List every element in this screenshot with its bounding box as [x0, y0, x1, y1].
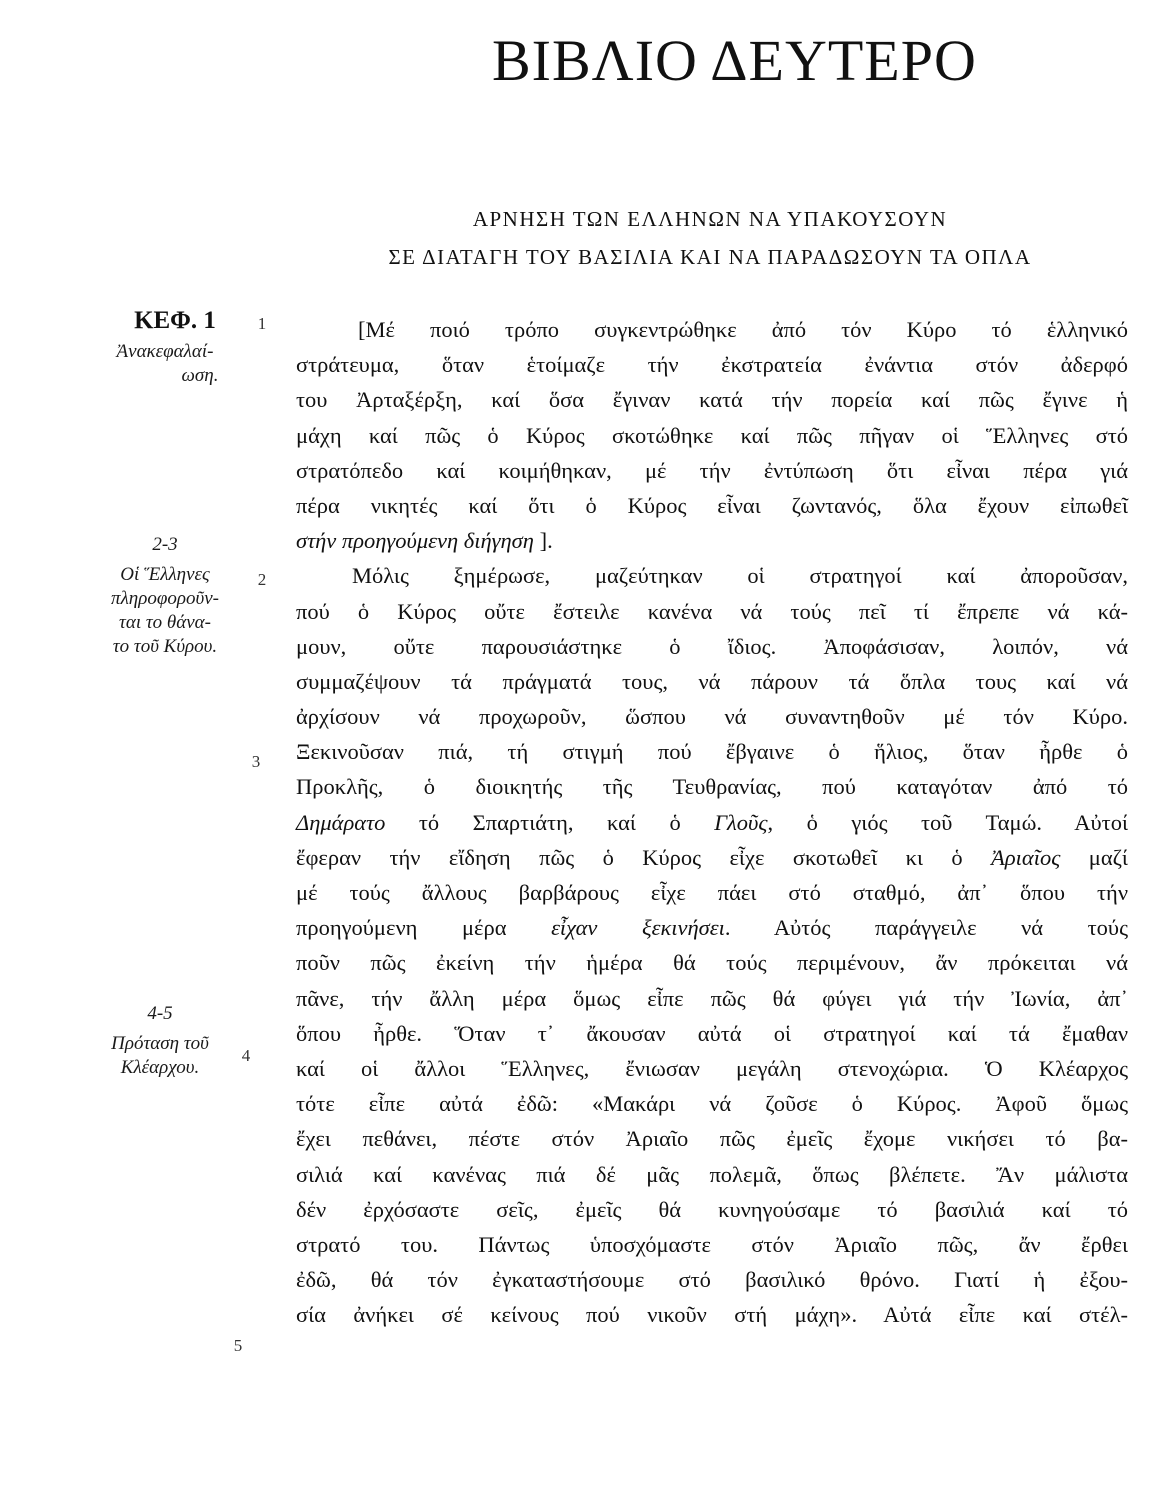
- sidenote-4-5-line-1: Πρόταση τοῦ: [111, 1033, 209, 1054]
- sidenote-2-3-range: 2-3: [152, 534, 178, 555]
- body-line: μάχη καί πῶς ὁ Κύρος σκοτώθηκε καί πῶς πῆγαν οἱ Ἕλληνες στό: [296, 422, 1128, 448]
- paragraph-number-3: 3: [251, 752, 261, 771]
- body-line: Ξεκινοῦσαν πιά, τή στιγμή πού ἔβγαινε ὁ ἥλιος, ὅταν ἦρθε ὁ: [296, 739, 1128, 765]
- sidenote-4-5-range: 4-5: [147, 1003, 173, 1024]
- body-line: [296, 840, 1128, 875]
- sidenote-2-3-line-4: το τοῦ Κύρου.: [112, 636, 218, 657]
- body-line: Προκλῆς, ὁ διοικητής τῆς Τευθρανίας, πού καταγόταν ἀπό τό: [296, 774, 1128, 800]
- book-title: ΒΙΒΛΙΟ ΔΕΥΤΕΡΟ: [492, 28, 977, 93]
- body-line: σία ἀνήκει σέ κείνους πού νικοῦν στή μάχη». Αὐτά εἶπε καί στέλ-: [296, 1302, 1128, 1328]
- body-line: καί οἱ ἄλλοι Ἕλληνες, ἔνιωσαν μεγάλη στενοχώρια. Ὁ Κλέαρχος: [296, 1055, 1128, 1081]
- sidenote-2-3-line-3: ται το θάνα-: [119, 612, 211, 633]
- body-line: του Ἀρταξέρξη, καί ὅσα ἔγιναν κατά τήν πορεία καί πῶς ἔγινε ἡ: [296, 387, 1128, 413]
- body-text: [296, 312, 1128, 1332]
- body-line-italic: Δημάρατο: [296, 809, 386, 835]
- body-line-segment: . Αὐτός παράγγειλε νά τούς: [724, 915, 1128, 941]
- sidenote-4-5-line-2: Κλέαρχου.: [120, 1057, 200, 1078]
- body-line: ἔχει πεθάνει, πέστε στόν Ἀριαῖο πῶς ἐμεῖς ἔχομε νικήσει τό βα-: [296, 1126, 1128, 1152]
- body-line: Μόλις ξημέρωσε, μαζεύτηκαν οἱ στρατηγοί καί ἀποροῦσαν,: [352, 563, 1128, 589]
- sidenote-recap: [80, 340, 250, 388]
- paragraph-number-5: 5: [233, 1336, 243, 1355]
- sidenote-2-3: [80, 533, 250, 659]
- body-line: πέρα νικητές καί ὅτι ὁ Κύρος εἶναι ζωντανός, ὅλα ἔχουν εἰπωθεῖ: [296, 492, 1128, 518]
- body-line: ποῦν πῶς ἐκείνη τήν ἡμέρα θά τούς περιμένουν, ἄν πρόκειται νά: [296, 950, 1128, 976]
- body-line: στρατόπεδο καί κοιμήθηκαν, μέ τήν ἐντύπωση ὅτι εἶναι πέρα γιά: [296, 457, 1128, 483]
- body-line-segment: τό Σπαρτιάτη, καί ὁ: [385, 809, 715, 835]
- body-line: [296, 523, 1128, 558]
- body-line-segment: ἔφεραν τήν εἴδηση πῶς ὁ Κύρος εἶχε σκοτωθεῖ κι ὁ: [296, 844, 992, 870]
- body-line: συμμαζέψουν τά πράγματά τους, νά πάρουν τά ὅπλα τους καί νά: [296, 668, 1128, 694]
- body-line: δέν ἐρχόσαστε σεῖς, ἐμεῖς θά κυνηγούσαμε τό βασιλιά καί τό: [296, 1196, 1128, 1222]
- body-line: [296, 805, 1128, 840]
- sidenote-2-3-line-2: πληροφοροῦν-: [111, 588, 219, 609]
- body-line: πᾶνε, τήν ἄλλη μέρα ὅμως εἶπε πῶς θά φύγει γιά τήν Ἰωνία, ἀπ᾿: [296, 985, 1128, 1011]
- body-line: μέ τούς ἄλλους βαρβάρους εἶχε πάει στό σταθμό, ἀπ᾿ ὅπου τήν: [296, 880, 1128, 905]
- paragraph-number-1: 1: [257, 314, 267, 333]
- body-line: σιλιά καί κανένας πιά δέ μᾶς πολεμᾶ, ὅπως βλέπετε. Ἄν μάλιστα: [296, 1161, 1128, 1187]
- body-line-segment: ].: [533, 528, 553, 554]
- sidenote-recap-line-1: Ἀνακεφαλαί-: [116, 341, 214, 362]
- body-line: στράτευμα, ὅταν ἑτοίμαζε τήν ἐκστρατεία ἐνάντια στόν ἀδερφό: [296, 352, 1128, 378]
- body-line: ἀρχίσουν νά προχωροῦν, ὥσπου νά συναντηθοῦν μέ τόν Κύρο.: [296, 704, 1128, 730]
- section-heading-line-1: ΑΡΝΗΣΗ ΤΩΝ ΕΛΛΗΝΩΝ ΝΑ ΥΠΑΚΟΥΣΟΥΝ: [472, 207, 948, 231]
- body-line: μουν, οὔτε παρουσιάστηκε ὁ ἴδιος. Ἀποφάσισαν, λοιπόν, νά: [296, 633, 1128, 659]
- body-line-italic: στήν προηγούμενη διήγηση: [296, 528, 534, 554]
- section-heading: [280, 200, 1140, 276]
- paragraph-number-4: 4: [241, 1046, 251, 1065]
- sidenote-4-5: [70, 1002, 250, 1080]
- body-line-italic: εἶχαν ξεκινήσει: [551, 915, 725, 941]
- body-line: πού ὁ Κύρος οὔτε ἔστειλε κανένα νά τούς πεῖ τί ἔπρεπε νά κά-: [296, 598, 1128, 624]
- body-line-segment: , ὁ γιός τοῦ Ταμώ. Αὐτοί: [767, 809, 1128, 835]
- body-line: [296, 910, 1128, 945]
- body-line: [Μέ ποιό τρόπο συγκεντρώθηκε ἀπό τόν Κύρο τό ἑλληνικό: [358, 317, 1128, 342]
- sidenote-2-3-line-1: Οἱ Ἕλληνες: [120, 564, 210, 585]
- body-line-italic: Γλοῦς: [714, 809, 768, 835]
- section-heading-line-2: ΣΕ ΔΙΑΤΑΓΗ ΤΟΥ ΒΑΣΙΛΙΑ ΚΑΙ ΝΑ ΠΑΡΑΔΩΣΟΥΝ ΤΑ ΟΠΛΑ: [388, 245, 1032, 269]
- body-line: ὅπου ἦρθε. Ὅταν τ᾿ ἄκουσαν αὐτά οἱ στρατηγοί καί τά ἔμαθαν: [296, 1020, 1128, 1046]
- body-line: τότε εἶπε αὐτά ἐδῶ: «Μακάρι νά ζοῦσε ὁ Κύρος. Ἀφοῦ ὅμως: [296, 1091, 1128, 1117]
- body-line-segment: προηγούμενη μέρα: [296, 915, 552, 941]
- sidenote-recap-line-2: ωση.: [181, 365, 219, 386]
- body-line-italic: Ἀριαῖος: [991, 844, 1061, 870]
- body-line: στρατό του. Πάντως ὑποσχόμαστε στόν Ἀριαῖο πῶς, ἄν ἔρθει: [296, 1231, 1128, 1257]
- paragraph-number-2: 2: [257, 570, 267, 589]
- body-line-segment: μαζί: [1060, 844, 1128, 870]
- chapter-label: ΚΕΦ. 1: [134, 307, 216, 334]
- body-line: ἐδῶ, θά τόν ἐγκαταστήσουμε στό βασιλικό θρόνο. Γιατί ἡ ἐξου-: [296, 1267, 1128, 1293]
